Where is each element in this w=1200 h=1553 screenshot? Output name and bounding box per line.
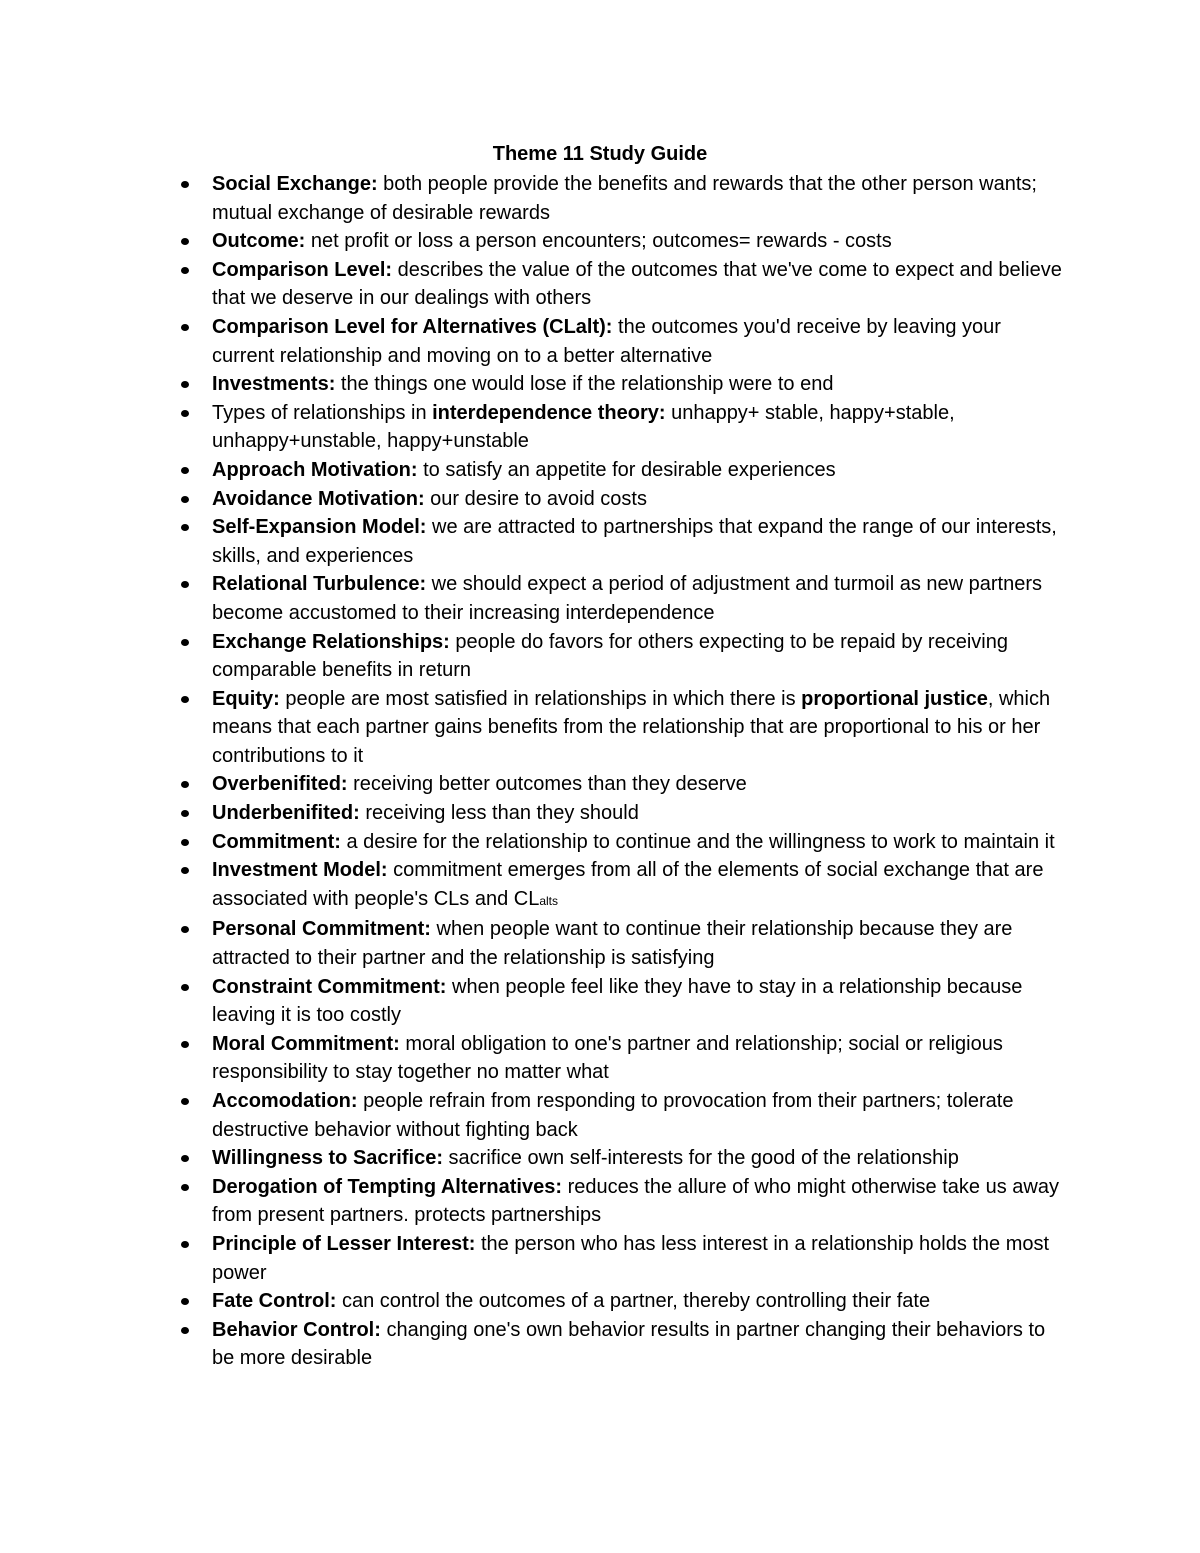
definition-text-continued: , which means that each partner gains benefits from the relationship that are proportional to his or her contributions to it: [212, 687, 1051, 767]
list-item: [212, 456, 1062, 485]
list-item: [212, 485, 1062, 514]
term-label: Comparison Level:: [212, 258, 393, 281]
term-label: interdependence theory:: [432, 401, 666, 424]
term-label: Constraint Commitment:: [212, 975, 447, 998]
list-item: [212, 1287, 1062, 1316]
list-item: [212, 628, 1062, 685]
definition-text: moral obligation to one's partner and relationship; social or religious responsibility to stay together no matter what: [212, 1032, 1003, 1084]
bullet-icon: [181, 1241, 189, 1248]
definition-text: we should expect a period of adjustment and turmoil as new partners become accustomed to their increasing interdependence: [212, 573, 1043, 624]
definition-text: both people provide the benefits and rewards that the other person wants; mutual exchange of desirable rewards: [212, 173, 1037, 224]
term-label: Comparison Level for Alternatives (CLalt):: [212, 315, 613, 338]
list-item: [212, 973, 1062, 1030]
list-item: [212, 570, 1062, 627]
bullet-icon: [181, 696, 189, 703]
definition-text: the things one would lose if the relationship were to end: [335, 373, 834, 396]
term-label: Social Exchange:: [212, 173, 378, 195]
bullet-icon: [181, 1098, 189, 1105]
list-item: [212, 1230, 1062, 1287]
list-item: [212, 828, 1062, 857]
definition-text: sacrifice own self-interests for the good of the relationship: [443, 1147, 959, 1170]
lead-text: Types of relationships in: [212, 401, 433, 424]
term-label: Behavior Control:: [212, 1318, 381, 1341]
list-item: [212, 1087, 1062, 1144]
definition-text: when people feel like they have to stay in a relationship because leaving it is too costly: [212, 975, 1023, 1027]
bullet-icon: [181, 984, 189, 991]
definition-text: our desire to avoid costs: [424, 487, 647, 510]
definition-text: describes the value of the outcomes that we've come to expect and believe that we deserve in our dealings with others: [212, 258, 1062, 310]
list-item: [212, 313, 1062, 370]
list-item: [212, 1030, 1062, 1087]
term-label: Moral Commitment:: [212, 1032, 400, 1055]
list-item: [212, 685, 1062, 771]
bullet-icon: [181, 381, 189, 388]
list-item: [212, 1173, 1062, 1230]
term-label: Avoidance Motivation:: [212, 487, 425, 510]
definition-text: commitment emerges from all of the elements of social exchange that are associated with people's CLs and CL: [212, 859, 1044, 910]
bullet-icon: [181, 410, 189, 417]
study-guide-list: [212, 170, 1062, 1373]
subscript-text: alts: [539, 893, 559, 908]
list-item: [212, 799, 1062, 828]
definition-text: changing one's own behavior results in partner changing their behaviors to be more desirable: [212, 1318, 1046, 1370]
bullet-icon: [181, 267, 189, 274]
term-label: Accomodation:: [212, 1090, 358, 1112]
term-label: Exchange Relationships:: [212, 630, 450, 653]
term-label: Commitment:: [212, 830, 341, 853]
list-item: [212, 256, 1062, 313]
bullet-icon: [181, 1184, 189, 1191]
bullet-icon: [181, 1155, 189, 1162]
term-label: Investments:: [212, 373, 336, 396]
bullet-icon: [181, 496, 189, 503]
term-label: Investment Model:: [212, 859, 388, 882]
definition-text: to satisfy an appetite for desirable experiences: [417, 458, 836, 481]
definition-text: people are most satisfied in relationships in which there is: [279, 687, 802, 710]
term-label: Principle of Lesser Interest:: [212, 1232, 476, 1255]
list-item: [212, 370, 1062, 399]
bullet-icon: [181, 1327, 189, 1334]
term-label: Willingness to Sacrifice:: [212, 1147, 443, 1170]
definition-text: the outcomes you'd receive by leaving your current relationship and moving on to a better alternative: [212, 315, 1001, 367]
bullet-icon: [181, 867, 189, 874]
page-title: Theme 11 Study Guide: [492, 143, 708, 165]
bullet-icon: [181, 839, 189, 846]
term-label: Fate Control:: [212, 1290, 337, 1313]
term-label: Self-Expansion Model:: [212, 516, 427, 539]
list-item: [212, 770, 1062, 799]
list-item: [212, 1316, 1062, 1373]
bullet-icon: [181, 1298, 189, 1305]
definition-text: we are attracted to partnerships that expand the range of our interests, skills, and experiences: [212, 516, 1057, 567]
list-item: [212, 856, 1062, 915]
bullet-icon: [181, 926, 189, 933]
emphasis-term: proportional justice: [801, 687, 988, 710]
definition-text: receiving less than they should: [359, 802, 639, 825]
list-item: [212, 915, 1062, 972]
term-label: Derogation of Tempting Alternatives:: [212, 1175, 563, 1198]
list-item: [212, 513, 1062, 570]
term-label: Overbenifited:: [212, 773, 348, 796]
bullet-icon: [181, 639, 189, 646]
bullet-icon: [181, 524, 189, 531]
list-item: [212, 170, 1062, 227]
term-label: Relational Turbulence:: [212, 573, 427, 596]
list-item: [212, 227, 1062, 256]
definition-text: can control the outcomes of a partner, thereby controlling their fate: [336, 1290, 931, 1313]
bullet-icon: [181, 467, 189, 474]
term-label: Underbenifited:: [212, 802, 360, 825]
bullet-icon: [181, 810, 189, 817]
definition-text: net profit or loss a person encounters; outcomes= rewards - costs: [305, 230, 892, 253]
definition-text: the person who has less interest in a relationship holds the most power: [212, 1232, 1050, 1284]
definition-text: a desire for the relationship to continue and the willingness to work to maintain it: [340, 830, 1055, 853]
bullet-icon: [181, 1041, 189, 1048]
bullet-icon: [181, 581, 189, 588]
term-label: Equity:: [212, 687, 280, 710]
definition-text: unhappy+ stable, happy+stable, unhappy+unstable, happy+unstable: [212, 401, 955, 453]
term-label: Outcome:: [212, 230, 306, 253]
bullet-icon: [181, 181, 189, 188]
term-label: Approach Motivation:: [212, 458, 418, 481]
definition-text: reduces the allure of who might otherwise take us away from present partners. protects partnerships: [212, 1175, 1059, 1227]
definition-text: receiving better outcomes than they deserve: [347, 773, 747, 796]
definition-text: when people want to continue their relationship because they are attracted to their partner and the relationship is satisfying: [212, 918, 1013, 970]
definition-text: people do favors for others expecting to be repaid by receiving comparable benefits in return: [212, 630, 1008, 682]
term-label: Personal Commitment:: [212, 918, 431, 941]
list-item: [212, 1144, 1062, 1173]
bullet-icon: [181, 781, 189, 788]
list-item: [212, 399, 1062, 456]
bullet-icon: [181, 324, 189, 331]
definition-text: people refrain from responding to provocation from their partners; tolerate destructive behavior without fighting back: [212, 1090, 1014, 1141]
bullet-icon: [181, 238, 189, 245]
